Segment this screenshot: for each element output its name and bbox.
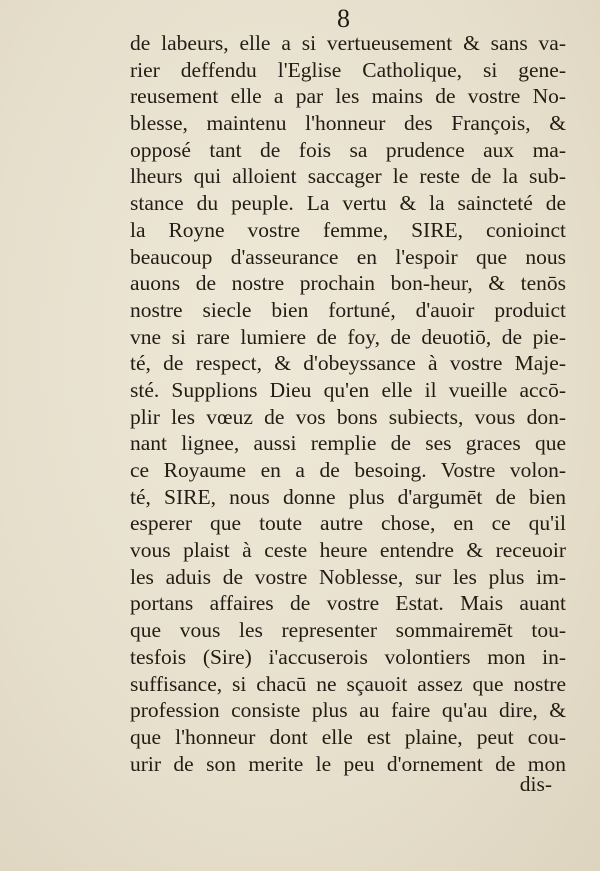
- text-line-9: beaucoup d'asseurance en l'espoir que nous: [130, 244, 566, 269]
- text-line-19: esperer que toute autre chose, en ce qu'il: [130, 511, 566, 536]
- text-line-14: sté. Supplions Dieu qu'en elle il vueille accō-: [130, 377, 566, 402]
- catchword: dis-: [519, 772, 552, 796]
- text-line-25: suffisance, si chacū ne sçauoit assez que nostre: [130, 671, 566, 696]
- text-line-2: rier deffendu l'Eglise Catholique, si gene-: [130, 57, 566, 82]
- text-line-20: vous plaist à ceste heure entendre & receuoir: [130, 538, 566, 563]
- text-line-11: nostre siecle bien fortuné, d'auoir produict: [130, 297, 566, 322]
- text-line-8: la Royne vostre femme, SIRE, conioinct: [130, 217, 566, 242]
- text-line-26: profession consiste plus au faire qu'au dire, &: [130, 698, 566, 723]
- text-line-7: stance du peuple. La vertu & la saincteté de: [130, 191, 566, 216]
- text-line-10: auons de nostre prochain bon-heur, & tenōs: [130, 271, 566, 296]
- page-number: 8: [337, 4, 350, 33]
- text-line-4: blesse, maintenu l'honneur des François, &: [130, 111, 566, 136]
- text-line-13: té, de respect, & d'obeyssance à vostre Maje-: [130, 351, 566, 376]
- text-line-24: tesfois (Sire) i'accuserois volontiers mon in-: [130, 644, 566, 669]
- text-line-1: de labeurs, elle a si vertueusement & sans va-: [130, 31, 566, 55]
- text-line-16: nant lignee, aussi remplie de ses graces que: [130, 431, 566, 456]
- text-line-6: lheurs qui alloient saccager le reste de la sub-: [130, 164, 566, 189]
- text-line-5: opposé tant de fois sa prudence aux ma-: [130, 137, 566, 162]
- text-line-17: ce Royaume en a de besoing. Vostre volon-: [130, 458, 566, 482]
- text-line-27: que l'honneur dont elle est plaine, peut cou-: [130, 724, 566, 749]
- text-line-23: que vous les representer sommairemēt tou-: [130, 618, 566, 643]
- text-line-28: urir de son merite le peu d'ornement de mon: [130, 751, 566, 776]
- body-text: [130, 30, 566, 777]
- text-line-21: les aduis de vostre Noblesse, sur les plus im-: [130, 564, 566, 589]
- text-line-18: té, SIRE, nous donne plus d'argumēt de bien: [130, 484, 566, 509]
- text-line-3: reusement elle a par les mains de vostre No-: [130, 84, 566, 109]
- text-line-12: vne si rare lumiere de foy, de deuotiō, de pie-: [130, 324, 566, 349]
- text-line-15: plir les vœuz de vos bons subiects, vous don-: [130, 404, 566, 429]
- text-line-22: portans affaires de vostre Estat. Mais auant: [130, 591, 566, 616]
